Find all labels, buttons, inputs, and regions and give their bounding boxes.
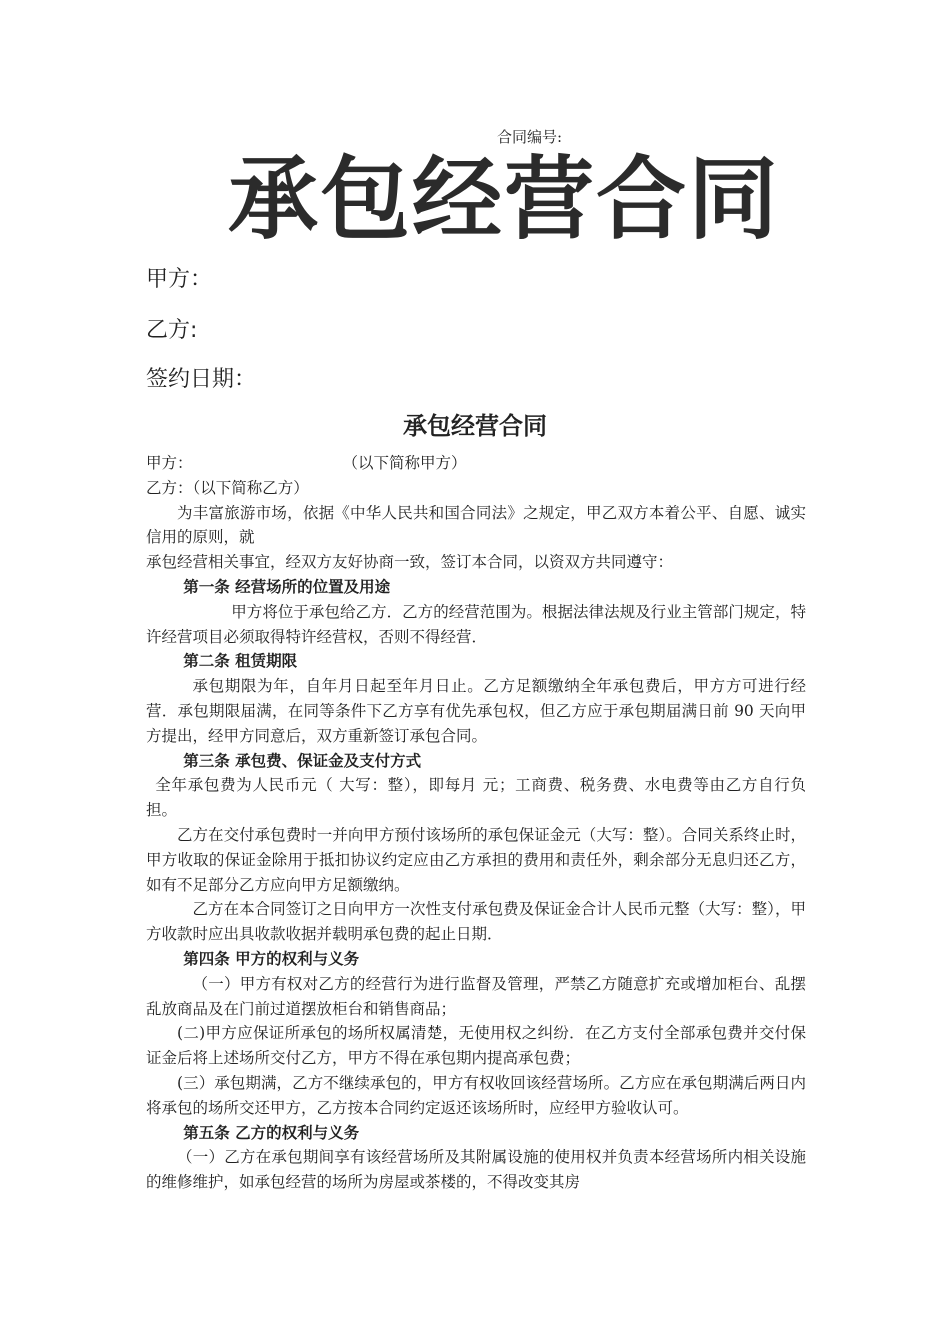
article-4-paragraph-3: (三）承包期满，乙方不继续承包的，甲方有权收回该经营场所。乙方应在承包期满后两日内将承包的场所交还甲方，乙方按本合同约定返还该场所时，应经甲方验收认可。 — [146, 1073, 806, 1117]
article-4-paragraph-1: （一）甲方有权对乙方的经营行为进行监督及管理，严禁乙方随意扩充或增加柜台、乱摆乱放商品及在门前过道摆放柜台和销售商品； — [146, 974, 806, 1018]
article-5-heading: 第五条 乙方的权利与义务 — [183, 1122, 360, 1142]
article-3-heading: 第三条 承包费、保证金及支付方式 — [183, 750, 422, 770]
party-a-line — [146, 451, 806, 476]
party-b-line: 乙方：（以下简称乙方） — [146, 478, 309, 497]
contract-body — [146, 451, 806, 1195]
article-2-text: 承包期限为年，自年月日起至年月日止。乙方足额缴纳全年承包费后，甲方方可进行经营．承包期限届满，在同等条件下乙方享有优先承包权，但乙方应于承包期届满日前 90 天向甲方提出，经甲方同意后，双方重新签订承包合同。 — [146, 677, 806, 745]
intro-paragraph: 为丰富旅游市场，依据《中华人民共和国合同法》之规定，甲乙双方本着公平、自愿、诚实信用的原则，就 — [146, 503, 806, 547]
cover-sign-date-field: 签约日期： — [146, 367, 257, 392]
cover-title: 承包经营合同 — [228, 147, 780, 252]
article-1-text: 甲方将位于承包给乙方．乙方的经营范围为。根据法律法规及行业主管部门规定，特许经营项目必须取得特许经营权，否则不得经营． — [146, 602, 806, 646]
cover-party-b-field: 乙方: — [146, 318, 198, 343]
article-3-paragraph-2: 乙方在交付承包费时一并向甲方预付该场所的承包保证金元（大写：整）。合同关系终止时，甲方收取的保证金除用于抵扣协议约定应由乙方承担的费用和责任外，剩余部分无息归还乙方，如有不足部分乙方应向甲方足额缴纳。 — [146, 825, 806, 894]
article-3-paragraph-1: 全年承包费为人民币元（ 大写：整），即每月 元；工商费、税务费、水电费等由乙方自行负担。 — [146, 776, 806, 820]
article-4-paragraph-2: (二)甲方应保证所承包的场所权属清楚，无使用权之纠纷．在乙方支付全部承包费并交付保证金后将上述场所交付乙方，甲方不得在承包期内提高承包费； — [146, 1024, 806, 1068]
article-3-paragraph-3: 乙方在本合同签订之日向甲方一次性支付承包费及保证金合计人民币元整（大写：整），甲方收款时应出具收款收据并载明承包费的起止日期． — [146, 900, 806, 944]
article-1-heading: 第一条 经营场所的位置及用途 — [183, 576, 391, 596]
party-a-suffix: （以下简称甲方） — [342, 454, 467, 472]
contract-body-title: 承包经营合同 — [403, 412, 547, 440]
article-4-heading: 第四条 甲方的权利与义务 — [183, 948, 360, 968]
party-a-label: 甲方： — [146, 454, 193, 472]
cover-party-a-field: 甲方： — [146, 267, 213, 292]
article-2-heading: 第二条 租赁期限 — [183, 651, 298, 671]
contract-number-label: 合同编号: — [497, 128, 563, 146]
intro-paragraph-continued: 承包经营相关事宜，经双方友好协商一致，签订本合同，以资双方共同遵守： — [146, 553, 674, 572]
article-5-paragraph-1: （一）乙方在承包期间享有该经营场所及其附属设施的使用权并负责本经营场所内相关设施的维修维护，如承包经营的场所为房屋或茶楼的，不得改变其房 — [146, 1148, 806, 1192]
